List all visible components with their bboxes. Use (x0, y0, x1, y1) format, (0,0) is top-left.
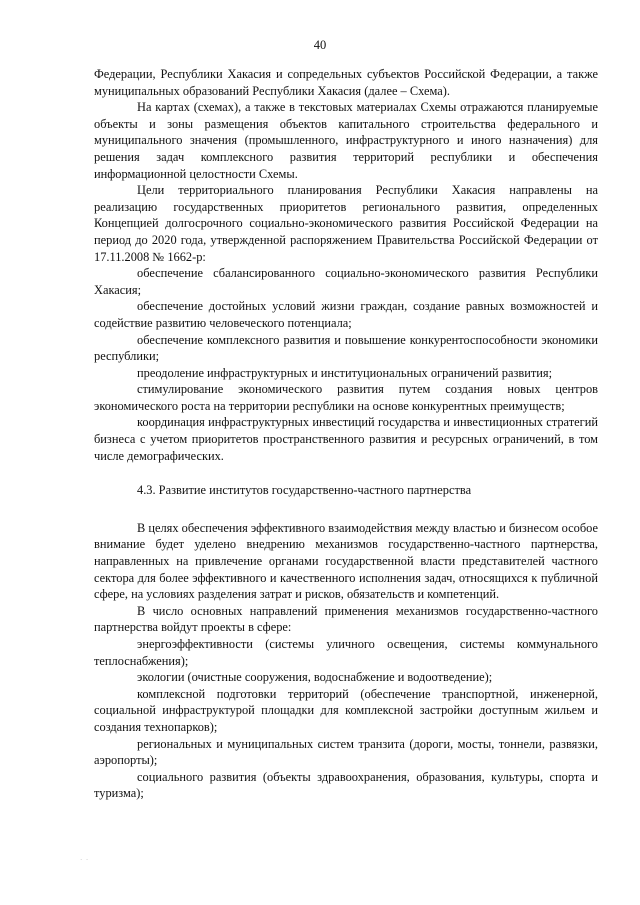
paragraph: В число основных направлений применения механизмов государственно-частного партнерства войдут проекты в сфере: (94, 603, 598, 635)
page-body (94, 66, 598, 802)
paragraph: Цели территориального планирования Республики Хакасия направлены на реализацию государственных приоритетов регионального развития, определенных Концепцией долгосрочного социально-экономического развития Российской Федерации на период до 2020 года, утвержденной распоряжением Правительства Российской Федерации от 17.11.2008 № 1662-р: (94, 183, 598, 264)
list-item: преодоление инфраструктурных и институциональных ограничений развития; (137, 365, 553, 380)
list-item: региональных и муниципальных систем транзита (дороги, мосты, тоннели, развязки, аэропорты); (94, 736, 598, 768)
paragraph: В целях обеспечения эффективного взаимодействия между властью и бизнесом особое внимание будет уделено внедрению механизмов государственно-частного партнерства, направленных на привлечение органами государственной власти представителей частного сектора для более эффективного и качественного исполнения задач, относящихся к публичной сфере, на условиях разделения затрат и рисков, обязательств и компетенций. (94, 520, 599, 602)
paragraph: На картах (схемах), а также в текстовых материалах Схемы отражаются планируемые объекты и зоны размещения объектов капитального строительства федерального и муниципального значения (промышленного, инфраструктурного и иного назначения) для решения задач комплексного развития территорий республики и обеспечения информационной целостности Схемы. (94, 100, 598, 181)
scan-specks: · · (80, 856, 89, 864)
list-item: обеспечение комплексного развития и повышение конкурентоспособности экономики республики; (94, 332, 598, 364)
list-item: социального развития (объекты здравоохранения, образования, культуры, спорта и туризма); (94, 769, 598, 801)
page-number: 40 (313, 38, 327, 52)
list-item: энергоэффективности (системы уличного освещения, системы коммунального теплоснабжения); (94, 637, 598, 668)
section-heading: 4.3. Развитие институтов государственно-частного партнерства (137, 483, 472, 498)
paragraph: Федерации, Республики Хакасия и сопредельных субъектов Российской Федерации, а также муниципальных образований Республики Хакасия (далее – Схема). (94, 67, 598, 98)
list-item: обеспечение сбалансированного социально-экономического развития Республики Хакасия; (94, 266, 598, 297)
list-item: комплексной подготовки территорий (обеспечение транспортной, инженерной, социальной инфраструктурой площадки для комплексной застройки доступным жильем и создания технопарков); (94, 686, 598, 734)
list-item: экологии (очистные сооружения, водоснабжение и водоотведение); (137, 670, 493, 685)
list-item: обеспечение достойных условий жизни граждан, создание равных возможностей и содействие развитию человеческого потенциала; (94, 299, 598, 330)
list-item: стимулирование экономического развития путем создания новых центров экономического роста на территории республики на основе конкурентных преимуществ; (94, 382, 598, 413)
list-item: координация инфраструктурных инвестиций государства и инвестиционных стратегий бизнеса с учетом приоритетов пространственного развития и ресурсных ограничений, в том числе демографических. (94, 415, 598, 463)
